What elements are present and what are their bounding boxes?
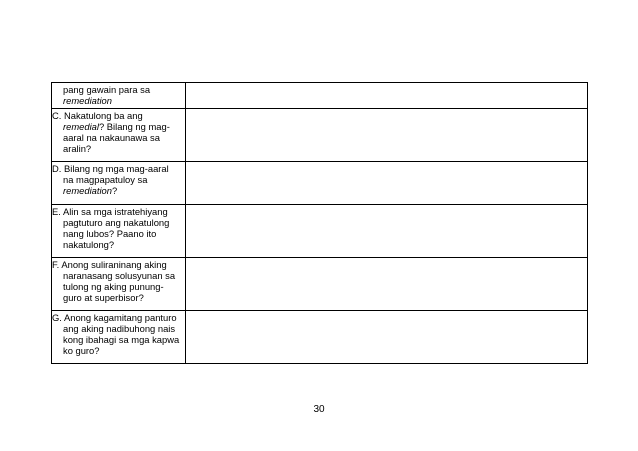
table-row [52, 205, 588, 258]
text-run: D. Bilang ng mga mag-aaral na magpapatuloy sa [52, 163, 169, 186]
answer-cell[interactable] [186, 83, 588, 109]
italic-term: remediation [63, 94, 112, 106]
table-row [52, 83, 588, 109]
italic-term: remedial [63, 121, 99, 133]
question-cell [52, 311, 186, 364]
question-cell [52, 258, 186, 311]
text-run: E. Alin sa mga istratehiyang pagtuturo ang nakatulong nang lubos? Paano ito nakatulong? [52, 206, 170, 250]
question-cell [52, 109, 186, 162]
question-text [52, 258, 185, 305]
text-run: ? [112, 184, 118, 196]
italic-term: remediation [63, 184, 112, 196]
text-run: ? Bilang ng mag-aaral na nakaunawa sa aralin? [63, 121, 170, 154]
table-row [52, 162, 588, 205]
answer-cell[interactable] [186, 258, 588, 311]
answer-cell[interactable] [186, 162, 588, 205]
answer-cell[interactable] [186, 205, 588, 258]
question-text [52, 109, 185, 156]
table-row [52, 258, 588, 311]
answer-cell[interactable] [186, 109, 588, 162]
text-run: pang gawain para sa [63, 84, 151, 95]
table-row [52, 109, 588, 162]
question-text [52, 205, 185, 252]
table-row [52, 311, 588, 364]
question-text [52, 83, 185, 108]
lesson-log-table [51, 82, 588, 364]
question-text [52, 162, 185, 198]
answer-cell[interactable] [186, 311, 588, 364]
text-run: C. Nakatulong ba ang [52, 110, 143, 122]
question-cell [52, 205, 186, 258]
page-number: 30 [313, 404, 325, 415]
question-text [52, 311, 185, 358]
text-run: G. Anong kagamitang panturo ang aking nadibuhong nais kong ibahagi sa mga kapwa ko guro? [52, 312, 180, 356]
question-cell [52, 83, 186, 109]
question-cell [52, 162, 186, 205]
text-run: F. Anong suliraninang aking naranasang solusyunan sa tulong ng aking punung-guro at superbisor? [52, 259, 176, 303]
